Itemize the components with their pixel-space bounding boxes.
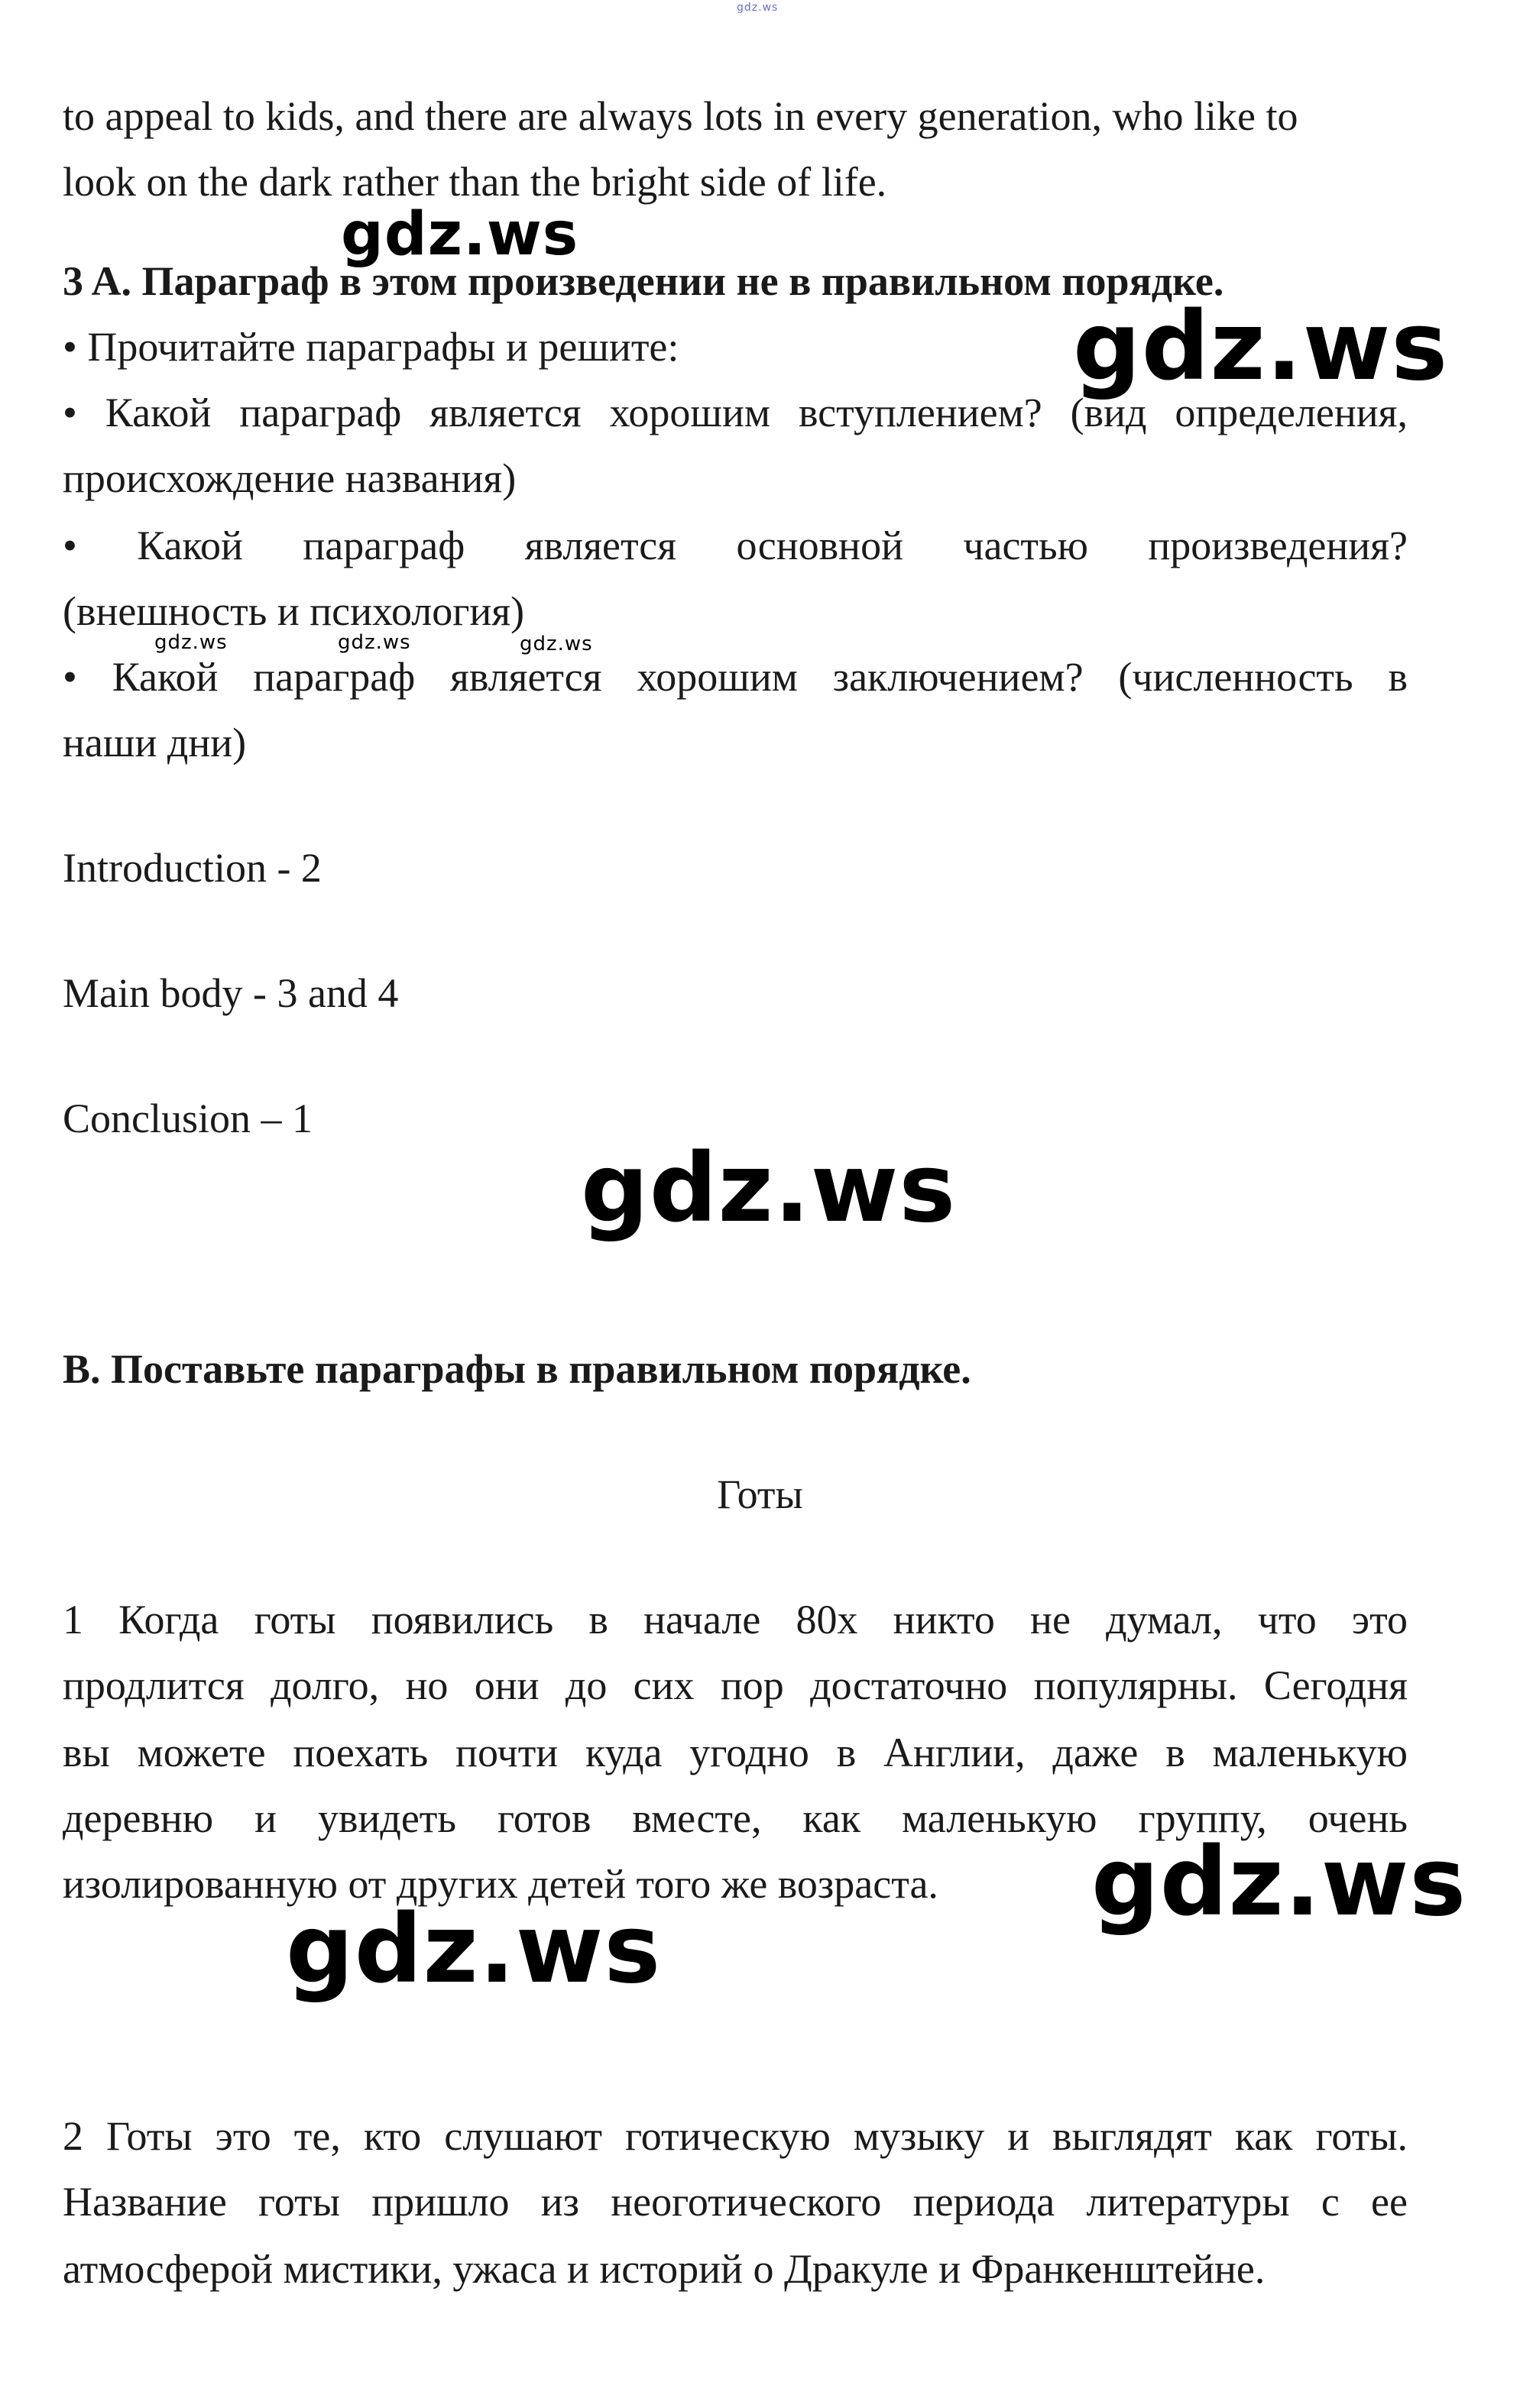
paragraph-2-line-1: 2 Готы это те, кто слушают готическую музыку и выглядят как готы. [63, 2113, 1408, 2159]
center-large-watermark: gdz.ws [581, 1134, 957, 1244]
bullet-main-question: • Какой параграф является основной частью произведения? [63, 523, 1408, 568]
right-lower-watermark: gdz.ws [1091, 1827, 1467, 1937]
task-b-heading: B. Поставьте параграфы в правильном порядке. [63, 1346, 971, 1392]
paragraph-1-line-5: изолированную от других детей того же возраста. [63, 1861, 938, 1907]
bullet-conclusion-question: • Какой параграф является хорошим заключением? (численность в [63, 654, 1408, 700]
paragraph-2-line-2: Название готы пришло из неоготического периода литературы с ее [63, 2179, 1408, 2225]
intro-line-1: to appeal to kids, and there are always lots in every generation, who like to [63, 93, 1298, 139]
paragraph-1-line-1: 1 Когда готы появились в начале 80х никто не думал, что это [63, 1597, 1408, 1643]
heading-watermark: gdz.ws [341, 200, 579, 269]
paragraph-1-line-3: вы можете поехать почти куда угодно в Англии, даже в маленькую [63, 1730, 1408, 1775]
answer-conclusion: Conclusion – 1 [63, 1096, 313, 1141]
paragraph-1-line-4: деревню и увидеть готов вместе, как маленькую группу, очень [63, 1795, 1408, 1841]
small-watermark-3: gdz.ws [520, 633, 593, 655]
small-watermark-2: gdz.ws [338, 631, 411, 654]
right-large-watermark: gdz.ws [1073, 292, 1449, 402]
bullet-read-decide: • Прочитайте параграфы и решите: [63, 324, 679, 370]
bullet-intro-question-cont: происхождение названия) [63, 455, 517, 501]
paragraph-2-line-3: атмосферой мистики, ужаса и историй о Дракуле и Франкенштейне. [63, 2246, 1266, 2292]
text-title: Готы [717, 1471, 803, 1517]
small-watermark-1: gdz.ws [154, 631, 228, 654]
left-lower-watermark: gdz.ws [286, 1895, 662, 2005]
task-a-heading: 3 A. Параграф в этом произведении не в правильном порядке. [63, 258, 1224, 304]
answer-introduction: Introduction - 2 [63, 845, 322, 891]
intro-line-2: look on the dark rather than the bright side of life. [63, 159, 887, 205]
paragraph-1-line-2: продлится долго, но они до сих пор достаточно популярны. Сегодня [63, 1662, 1408, 1708]
bullet-main-question-cont: (внешность и психология) [63, 588, 525, 634]
bullet-conclusion-question-cont: наши дни) [63, 720, 247, 765]
top-watermark: gdz.ws [737, 2, 779, 14]
answer-main-body: Main body - 3 and 4 [63, 970, 399, 1016]
bullet-intro-question: • Какой параграф является хорошим вступлением? (вид определения, [63, 390, 1408, 435]
